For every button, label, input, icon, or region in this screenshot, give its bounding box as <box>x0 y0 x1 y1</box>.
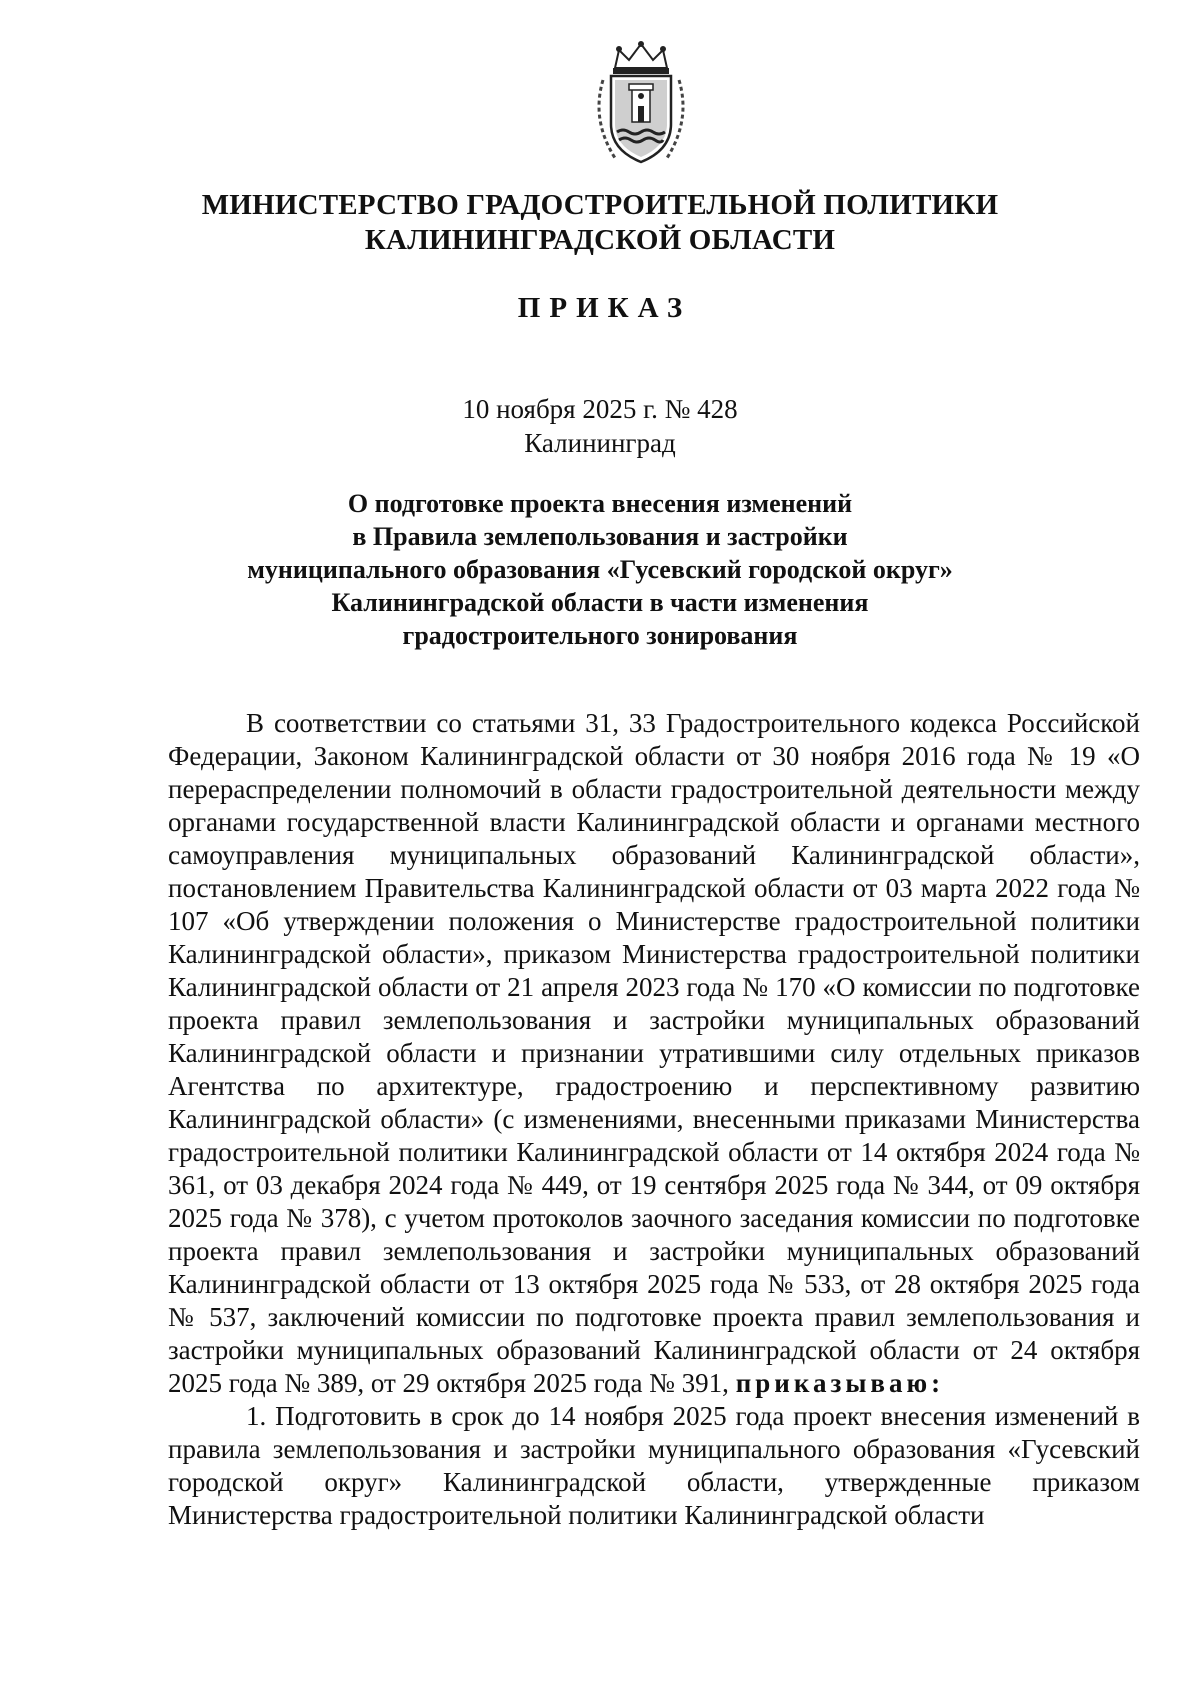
subject-line: градостроительного зонирования <box>402 621 798 650</box>
order-item-1: 1. Подготовить в срок до 14 ноября 2025 года проект внесения изменений в правила землепользования и застройки муниципального образования «Гусевский городской округ» Калининградской области, утвержденные приказом Министерства градостроительной политики Калининградской области <box>168 1401 1140 1530</box>
order-body <box>168 707 1140 1532</box>
date-block <box>0 392 1200 460</box>
subject-line: в Правила землепользования и застройки <box>352 522 848 551</box>
ministry-name-line1: МИНИСТЕРСТВО ГРАДОСТРОИТЕЛЬНОЙ ПОЛИТИКИ <box>201 189 999 221</box>
order-subject <box>0 487 1200 652</box>
subject-line: О подготовке проекта внесения изменений <box>347 489 853 518</box>
ministry-name <box>0 188 1200 258</box>
preamble-text: В соответствии со статьями 31, 33 Градостроительного кодекса Российской Федерации, Законом Калининградской области от 30 ноября 2016 года № 19 «О перераспределении полномочий в области градостроительной деятельности между органами государственной власти Калининградской области и органами местного самоуправления муниципальных образований Калининградской области», постановлением Правительства Калининградской области от 03 марта 2022 года № 107 «Об утверждении положения о Министерстве градостроительной политики Калининградской области», приказом Министерства градостроительной политики Калининградской области от 21 апреля 2023 года № 170 «О комиссии по подготовке проекта правил землепользования и застройки муниципальных образований Калининградской области и признании утратившими силу отдельных приказов Агентства по архитектуре, градостроению и перспективному развитию Калининградской области» (с изменениями, внесенными приказами Министерства градостроительной политики Калининградской области от 14 октября 2024 года № 361, от 03 декабря 2024 года № 449, от 19 сентября 2025 года № 344, от 09 октября 2025 года № 378), с учетом протоколов заочного заседания комиссии по подготовке проекта правил землепользования и застройки муниципальных образований Калининградской области от 13 октября 2025 года № 533, от 28 октября 2025 года № 537, заключений комиссии по подготовке проекта правил землепользования и застройки муниципальных образований Калининградской области от 24 октября 2025 года № 389, от 29 октября 2025 года № 391, <box>168 708 1140 1398</box>
date-and-number: 10 ноября 2025 г. № 428 <box>462 394 738 424</box>
city: Калининград <box>524 428 676 458</box>
document-type: ПРИКАЗ <box>517 292 692 324</box>
preamble-paragraph <box>168 707 1140 1400</box>
subject-line: Калининградской области в части изменения <box>331 588 869 617</box>
subject-line: муниципального образования «Гусевский городской округ» <box>247 555 953 584</box>
ministry-name-line2: КАЛИНИНГРАДСКОЙ ОБЛАСТИ <box>364 224 836 256</box>
order-word: приказываю: <box>735 1368 945 1398</box>
coat-of-arms-icon <box>585 40 697 170</box>
